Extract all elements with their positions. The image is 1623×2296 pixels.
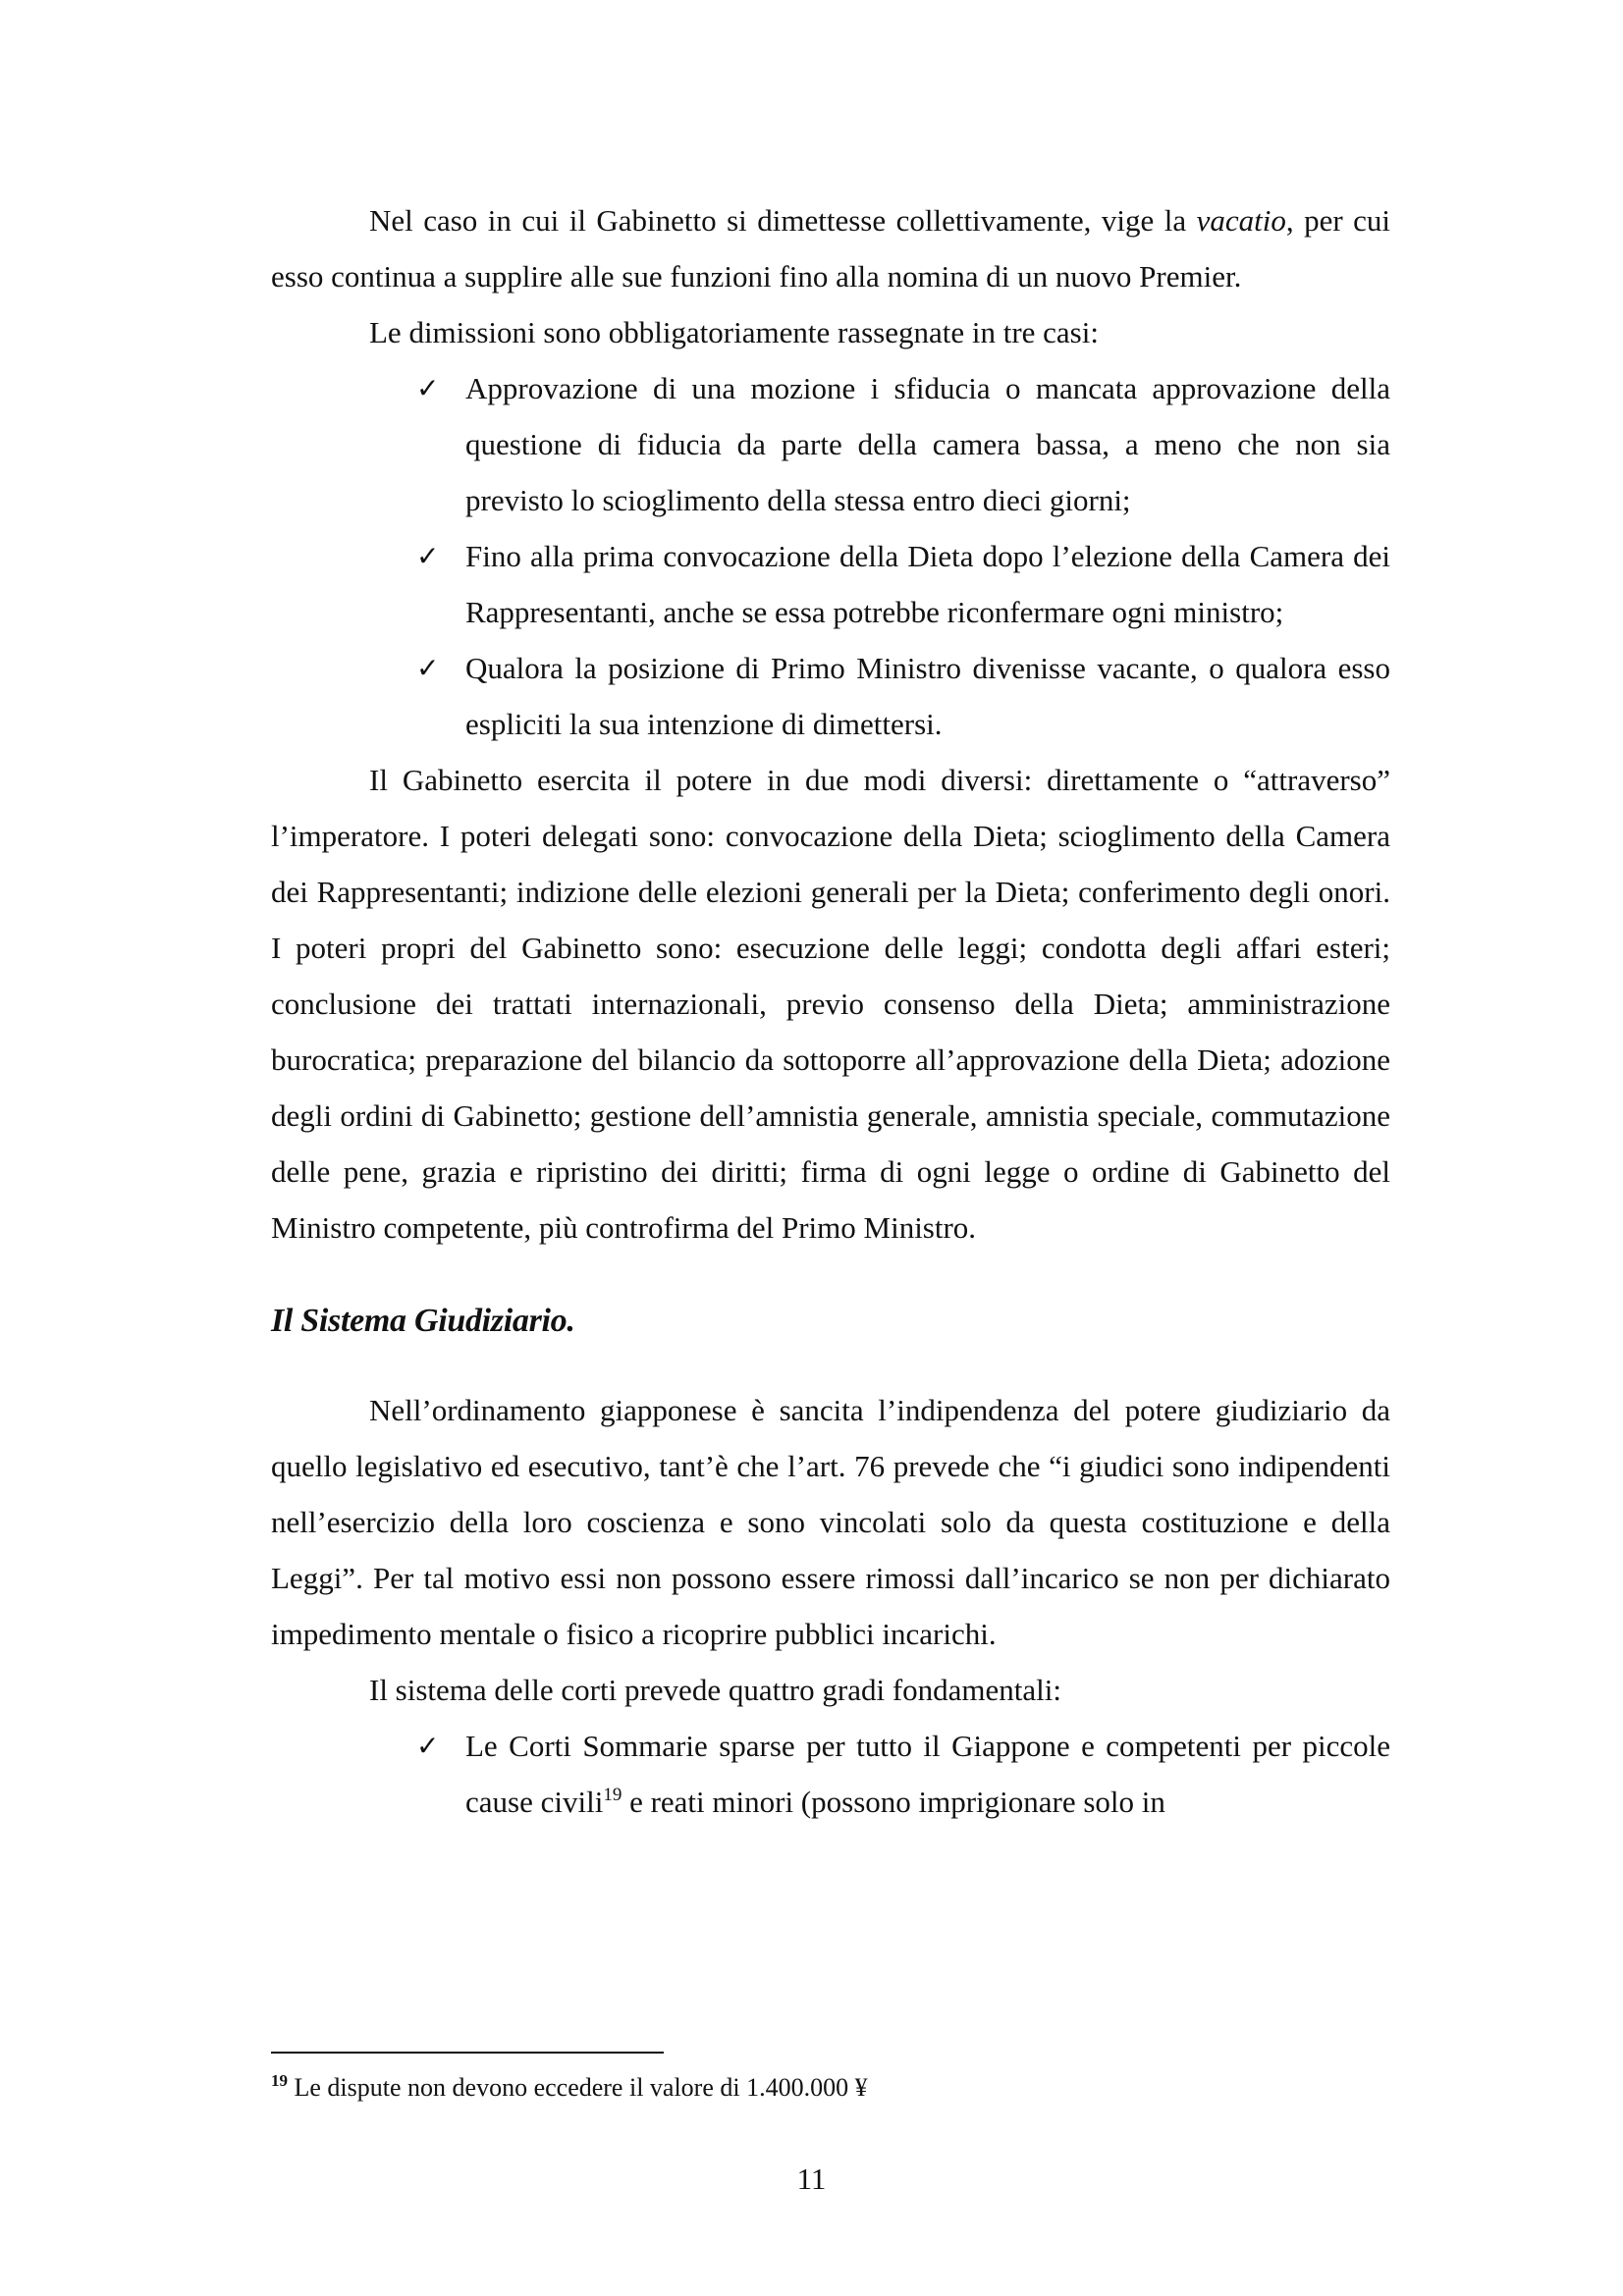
resignation-cases-list — [271, 360, 1390, 752]
list-item — [416, 360, 1390, 528]
list-item — [416, 1718, 1390, 1830]
footnote-separator — [271, 2052, 664, 2054]
body-text — [271, 192, 1390, 1830]
footnote-number: 19 — [271, 2071, 288, 2090]
paragraph-indipendenza: Nell’ordinamento giapponese è sancita l’indipendenza del potere giudiziario da quello legislativo ed esecutivo, tant’è che l’art. 76 prevede che “i giudici sono indipendenti nell’esercizio della loro coscienza e sono vincolati solo da questa costituzione e della Leggi”. Per tal motivo essi non possono essere rimossi dall’incarico se non per dichiarato impedimento mentale o fisico a ricoprire pubblici incarichi. — [271, 1393, 1390, 1651]
paragraph-vacatio — [271, 192, 1390, 304]
list-item-text: Fino alla prima convocazione della Dieta dopo l’elezione della Camera dei Rappresentanti, anche se essa potrebbe riconfermare ogni ministro; — [465, 539, 1390, 629]
paragraph-text: , per cui esso continua a supplire alle sue funzioni fino alla nomina di un nuovo Premier. — [271, 203, 1390, 294]
check-icon: ✓ — [416, 540, 440, 572]
list-item-text: Approvazione di una mozione i sfiducia o mancata approvazione della questione di fiducia da parte della camera bassa, a meno che non sia previsto lo scioglimento della stessa entro dieci giorni; — [465, 371, 1390, 517]
paragraph-poteri-gabinetto: Il Gabinetto esercita il potere in due modi diversi: direttamente o “attraverso” l’imperatore. I poteri delegati sono: convocazione della Dieta; scioglimento della Camera dei Rappresentanti; indizione delle elezioni generali per la Dieta; conferimento degli onori. I poteri propri del Gabinetto sono: esecuzione delle leggi; condotta degli affari esteri; conclusione dei trattati internazionali, previo consenso della Dieta; amministrazione burocratica; preparazione del bilancio da sottoporre all’approvazione della Dieta; adozione degli ordini di Gabinetto; gestione dell’amnistia generale, amnistia speciale, commutazione delle pene, grazia e ripristino dei diritti; firma di ogni legge o ordine di Gabinetto del Ministro competente, più controfirma del Primo Ministro. — [271, 763, 1390, 1245]
list-item-text: Le Corti Sommarie sparse per tutto il Giappone e competenti per piccole cause civili — [465, 1729, 1390, 1819]
page-number: 11 — [796, 2162, 827, 2196]
check-icon: ✓ — [416, 1730, 440, 1762]
check-icon: ✓ — [416, 652, 440, 684]
paragraph-text: Nel caso in cui il Gabinetto si dimettesse collettivamente, vige la — [369, 203, 1197, 238]
court-levels-list — [271, 1718, 1390, 1830]
footnote-reference: 19 — [603, 1785, 622, 1805]
paragraph-dimissioni: Le dimissioni sono obbligatoriamente rassegnate in tre casi: — [369, 315, 1099, 349]
list-item-text: Qualora la posizione di Primo Ministro divenisse vacante, o qualora esso espliciti la sua intenzione di dimettersi. — [465, 651, 1390, 741]
list-item — [416, 528, 1390, 640]
list-item — [416, 640, 1390, 752]
footnote-text: Le dispute non devono eccedere il valore di 1.400.000 ¥ — [288, 2073, 868, 2102]
section-heading: Il Sistema Giudiziario. — [271, 1303, 575, 1339]
italic-term: vacatio — [1196, 203, 1286, 238]
list-item-text: e reati minori (possono imprigionare solo in — [622, 1785, 1165, 1819]
paragraph-corti: Il sistema delle corti prevede quattro gradi fondamentali: — [369, 1673, 1061, 1707]
footnote — [271, 2071, 868, 2105]
check-icon: ✓ — [416, 372, 440, 404]
